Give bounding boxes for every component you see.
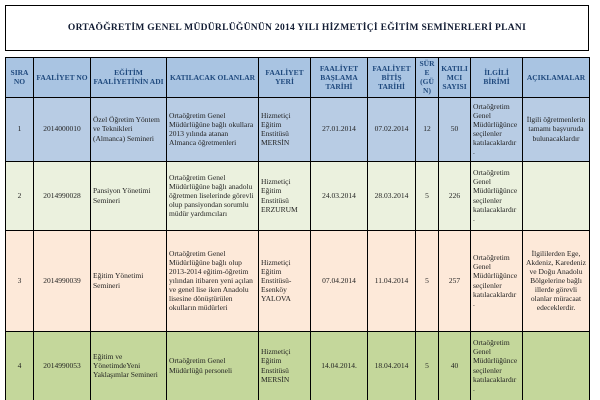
table-body [6, 97, 590, 400]
document-title-box [5, 5, 589, 51]
cell-baslama: 24.03.2014 [311, 161, 368, 230]
table-header [6, 58, 590, 98]
cell-yer: Hizmetiçi Eğitim Enstitüsü MERSİN [259, 331, 311, 400]
cell-ilgili_birim: Ortaöğretim Genel Müdürlüğünce seçilenler katılacaklardır . [471, 230, 523, 331]
cell-faaliyet_no: 2014990028 [34, 161, 91, 230]
table-row [6, 230, 590, 331]
cell-baslama: 07.04.2014 [311, 230, 368, 331]
cell-katilacak: Ortaöğretim Genel Müdürlüğü personeli [167, 331, 259, 400]
cell-sure: 5 [416, 230, 439, 331]
column-header-katilacak: KATILACAK OLANLAR [167, 58, 259, 98]
column-header-sira_no: SIRA NO [6, 58, 34, 98]
cell-katilacak: Ortaöğretim Genel Müdürlüğüne bağlı okullara 2013 yılında atanan Almanca öğretmenleri [167, 97, 259, 161]
column-header-katilimci: KATILIMCI SAYISI [439, 58, 471, 98]
column-header-yer: FAALİYET YERİ [259, 58, 311, 98]
cell-sure: 5 [416, 161, 439, 230]
cell-katilacak: Ortaöğretim Genel Müdürlüğüne bağlı anadolu öğretmen liselerinde görevli olup pansiyondan sorumlu müdür yardımcıları [167, 161, 259, 230]
column-header-baslama: FAALİYET BAŞLAMA TARİHİ [311, 58, 368, 98]
cell-sira_no: 1 [6, 97, 34, 161]
cell-katilimci: 226 [439, 161, 471, 230]
cell-aciklama: İlgililerden Ege, Akdeniz, Karedeniz ve Doğu Anadolu Bölgelerine bağlı illerde görevli olanlar müracaat edeceklerdir. [523, 230, 590, 331]
cell-egitim_adi: Özel Öğretim Yöntem ve Teknikleri (Almanca) Semineri [91, 97, 167, 161]
cell-katilimci: 257 [439, 230, 471, 331]
cell-sira_no: 4 [6, 331, 34, 400]
cell-sure: 5 [416, 331, 439, 400]
cell-bitis: 11.04.2014 [368, 230, 416, 331]
table-row [6, 97, 590, 161]
column-header-egitim_adi: EĞİTİM FAALİYETİNİN ADI [91, 58, 167, 98]
seminar-plan-table [5, 57, 590, 400]
cell-aciklama [523, 331, 590, 400]
cell-sure: 12 [416, 97, 439, 161]
cell-katilacak: Ortaöğretim Genel Müdürlüğüne bağlı olup 2013-2014 eğitim-öğretim yılından itibaren yeni açılan ve genel lise iken Anadolu lisesine dönüştürülen okulların müdürleri [167, 230, 259, 331]
cell-katilimci: 40 [439, 331, 471, 400]
cell-ilgili_birim: Ortaöğretim Genel Müdürlüğünce seçilenler katılacaklardır . [471, 97, 523, 161]
cell-yer: Hizmetiçi Eğitim Enstitüsü ERZURUM [259, 161, 311, 230]
table-row [6, 161, 590, 230]
cell-bitis: 28.03.2014 [368, 161, 416, 230]
column-header-bitis: FAALİYET BİTİŞ TARİHİ [368, 58, 416, 98]
cell-bitis: 07.02.2014 [368, 97, 416, 161]
column-header-faaliyet_no: FAALİYET NO [34, 58, 91, 98]
cell-egitim_adi: Eğitim ve YönetimdeYeni Yaklaşımlar Semineri [91, 331, 167, 400]
cell-faaliyet_no: 2014990039 [34, 230, 91, 331]
cell-baslama: 27.01.2014 [311, 97, 368, 161]
cell-aciklama [523, 161, 590, 230]
column-header-ilgili_birim: İLGİLİ BİRİMİ [471, 58, 523, 98]
cell-ilgili_birim: Ortaöğretim Genel Müdürlüğünce seçilenler katılacaklardır . [471, 331, 523, 400]
cell-faaliyet_no: 2014990053 [34, 331, 91, 400]
document-title: ORTAÖĞRETİM GENEL MÜDÜRLÜĞÜNÜN 2014 YILI HİZMETİÇİ EĞİTİM SEMİNERLERİ PLANI [67, 23, 527, 33]
cell-faaliyet_no: 2014000010 [34, 97, 91, 161]
cell-katilimci: 50 [439, 97, 471, 161]
table-row [6, 331, 590, 400]
cell-baslama: 14.04.2014. [311, 331, 368, 400]
cell-sira_no: 2 [6, 161, 34, 230]
cell-yer: Hizmetiçi Eğitim Enstitüsü-Esenköy YALOVA [259, 230, 311, 331]
cell-ilgili_birim: Ortaöğretim Genel Müdürlüğünce seçilenler katılacaklardır . [471, 161, 523, 230]
cell-egitim_adi: Eğitim Yönetimi Semineri [91, 230, 167, 331]
column-header-aciklama: AÇIKLAMALAR [523, 58, 590, 98]
table-header-row [6, 58, 590, 98]
cell-aciklama: İlgili öğretmenlerin tamamı başvuruda bulunacaklardır [523, 97, 590, 161]
cell-bitis: 18.04.2014 [368, 331, 416, 400]
cell-yer: Hizmetiçi Eğitim Enstitüsü MERSİN [259, 97, 311, 161]
cell-sira_no: 3 [6, 230, 34, 331]
column-header-sure: SÜRE (GÜN) [416, 58, 439, 98]
cell-egitim_adi: Pansiyon Yönetimi Semineri [91, 161, 167, 230]
